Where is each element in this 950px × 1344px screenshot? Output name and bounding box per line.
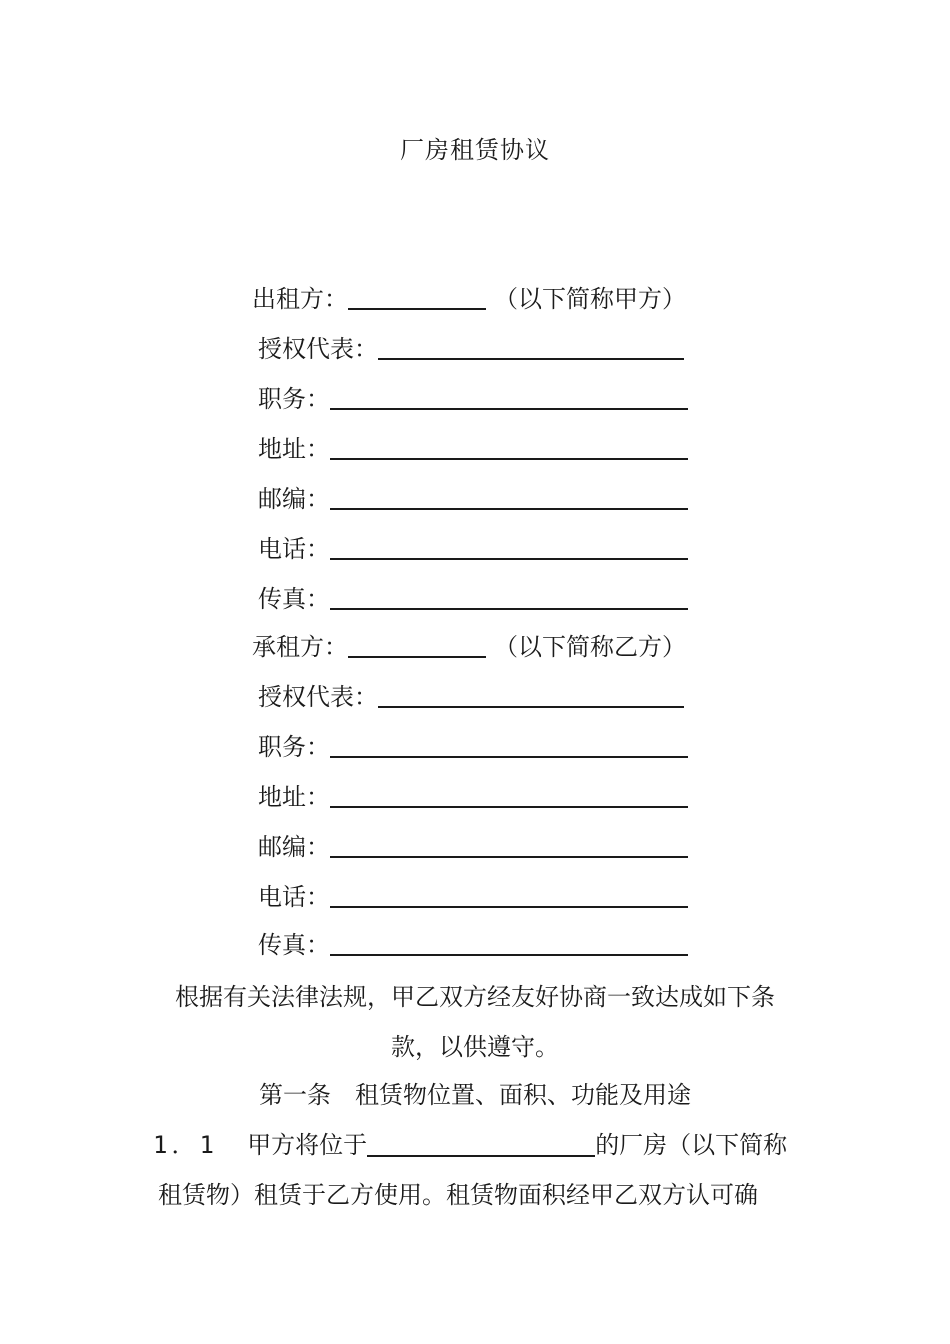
field-blank[interactable]: [330, 784, 688, 808]
field-label: 传真：: [258, 931, 330, 959]
field-blank[interactable]: [330, 734, 688, 758]
lessor-suffix: （以下简称甲方）: [494, 285, 686, 313]
field-label: 地址：: [258, 783, 330, 811]
field-blank[interactable]: [330, 536, 688, 560]
lessee-blank[interactable]: [348, 634, 486, 658]
field-label: 授权代表：: [258, 683, 378, 711]
field-blank[interactable]: [330, 884, 688, 908]
field-blank[interactable]: [330, 586, 688, 610]
clause-number: 1．1: [153, 1131, 218, 1159]
field-blank[interactable]: [330, 386, 688, 410]
field-blank[interactable]: [378, 684, 684, 708]
lessee-line: [252, 630, 686, 664]
lessor-field-position: [258, 382, 688, 416]
field-blank[interactable]: [330, 932, 688, 956]
lessor-field-fax: [258, 582, 688, 616]
lessor-field-postcode: [258, 482, 688, 516]
lessor-field-representative: [258, 332, 684, 366]
field-label: 邮编：: [258, 485, 330, 513]
clause-1-1-line-2: 租赁物）租赁于乙方使用。租赁物面积经甲乙双方认可确: [158, 1181, 758, 1209]
lessee-field-fax: [258, 928, 688, 962]
field-label: 电话：: [258, 535, 330, 563]
field-label: 授权代表：: [258, 335, 378, 363]
lessee-suffix: （以下简称乙方）: [494, 633, 686, 661]
intro-line-1: 根据有关法律法规，甲乙双方经友好协商一致达成如下条: [175, 983, 775, 1011]
field-blank[interactable]: [330, 436, 688, 460]
lessor-field-phone: [258, 532, 688, 566]
field-blank[interactable]: [378, 336, 684, 360]
lessee-label: 承租方：: [252, 633, 348, 661]
clause-1-1: [153, 1128, 787, 1162]
field-label: 地址：: [258, 435, 330, 463]
field-label: 电话：: [258, 883, 330, 911]
lessee-field-address: [258, 780, 688, 814]
lessor-field-address: [258, 432, 688, 466]
clause-text-after: 的厂房（以下简称: [595, 1131, 788, 1159]
lessee-field-postcode: [258, 830, 688, 864]
lessor-blank[interactable]: [348, 286, 486, 310]
field-blank[interactable]: [330, 834, 688, 858]
document-title: 厂房租赁协议: [400, 136, 550, 164]
field-label: 职务：: [258, 385, 330, 413]
field-label: 传真：: [258, 585, 330, 613]
lessee-field-phone: [258, 880, 688, 914]
article-1-heading: 第一条 租赁物位置、面积、功能及用途: [259, 1081, 691, 1109]
intro-line-2: 款，以供遵守。: [391, 1033, 559, 1061]
field-label: 职务：: [258, 733, 330, 761]
clause-text-before: 甲方将位于: [247, 1131, 368, 1159]
lessor-line: [252, 282, 686, 316]
field-blank[interactable]: [330, 486, 688, 510]
field-label: 邮编：: [258, 833, 330, 861]
lessor-label: 出租方：: [252, 285, 348, 313]
lessee-field-representative: [258, 680, 684, 714]
lessee-field-position: [258, 730, 688, 764]
location-blank[interactable]: [367, 1133, 595, 1157]
